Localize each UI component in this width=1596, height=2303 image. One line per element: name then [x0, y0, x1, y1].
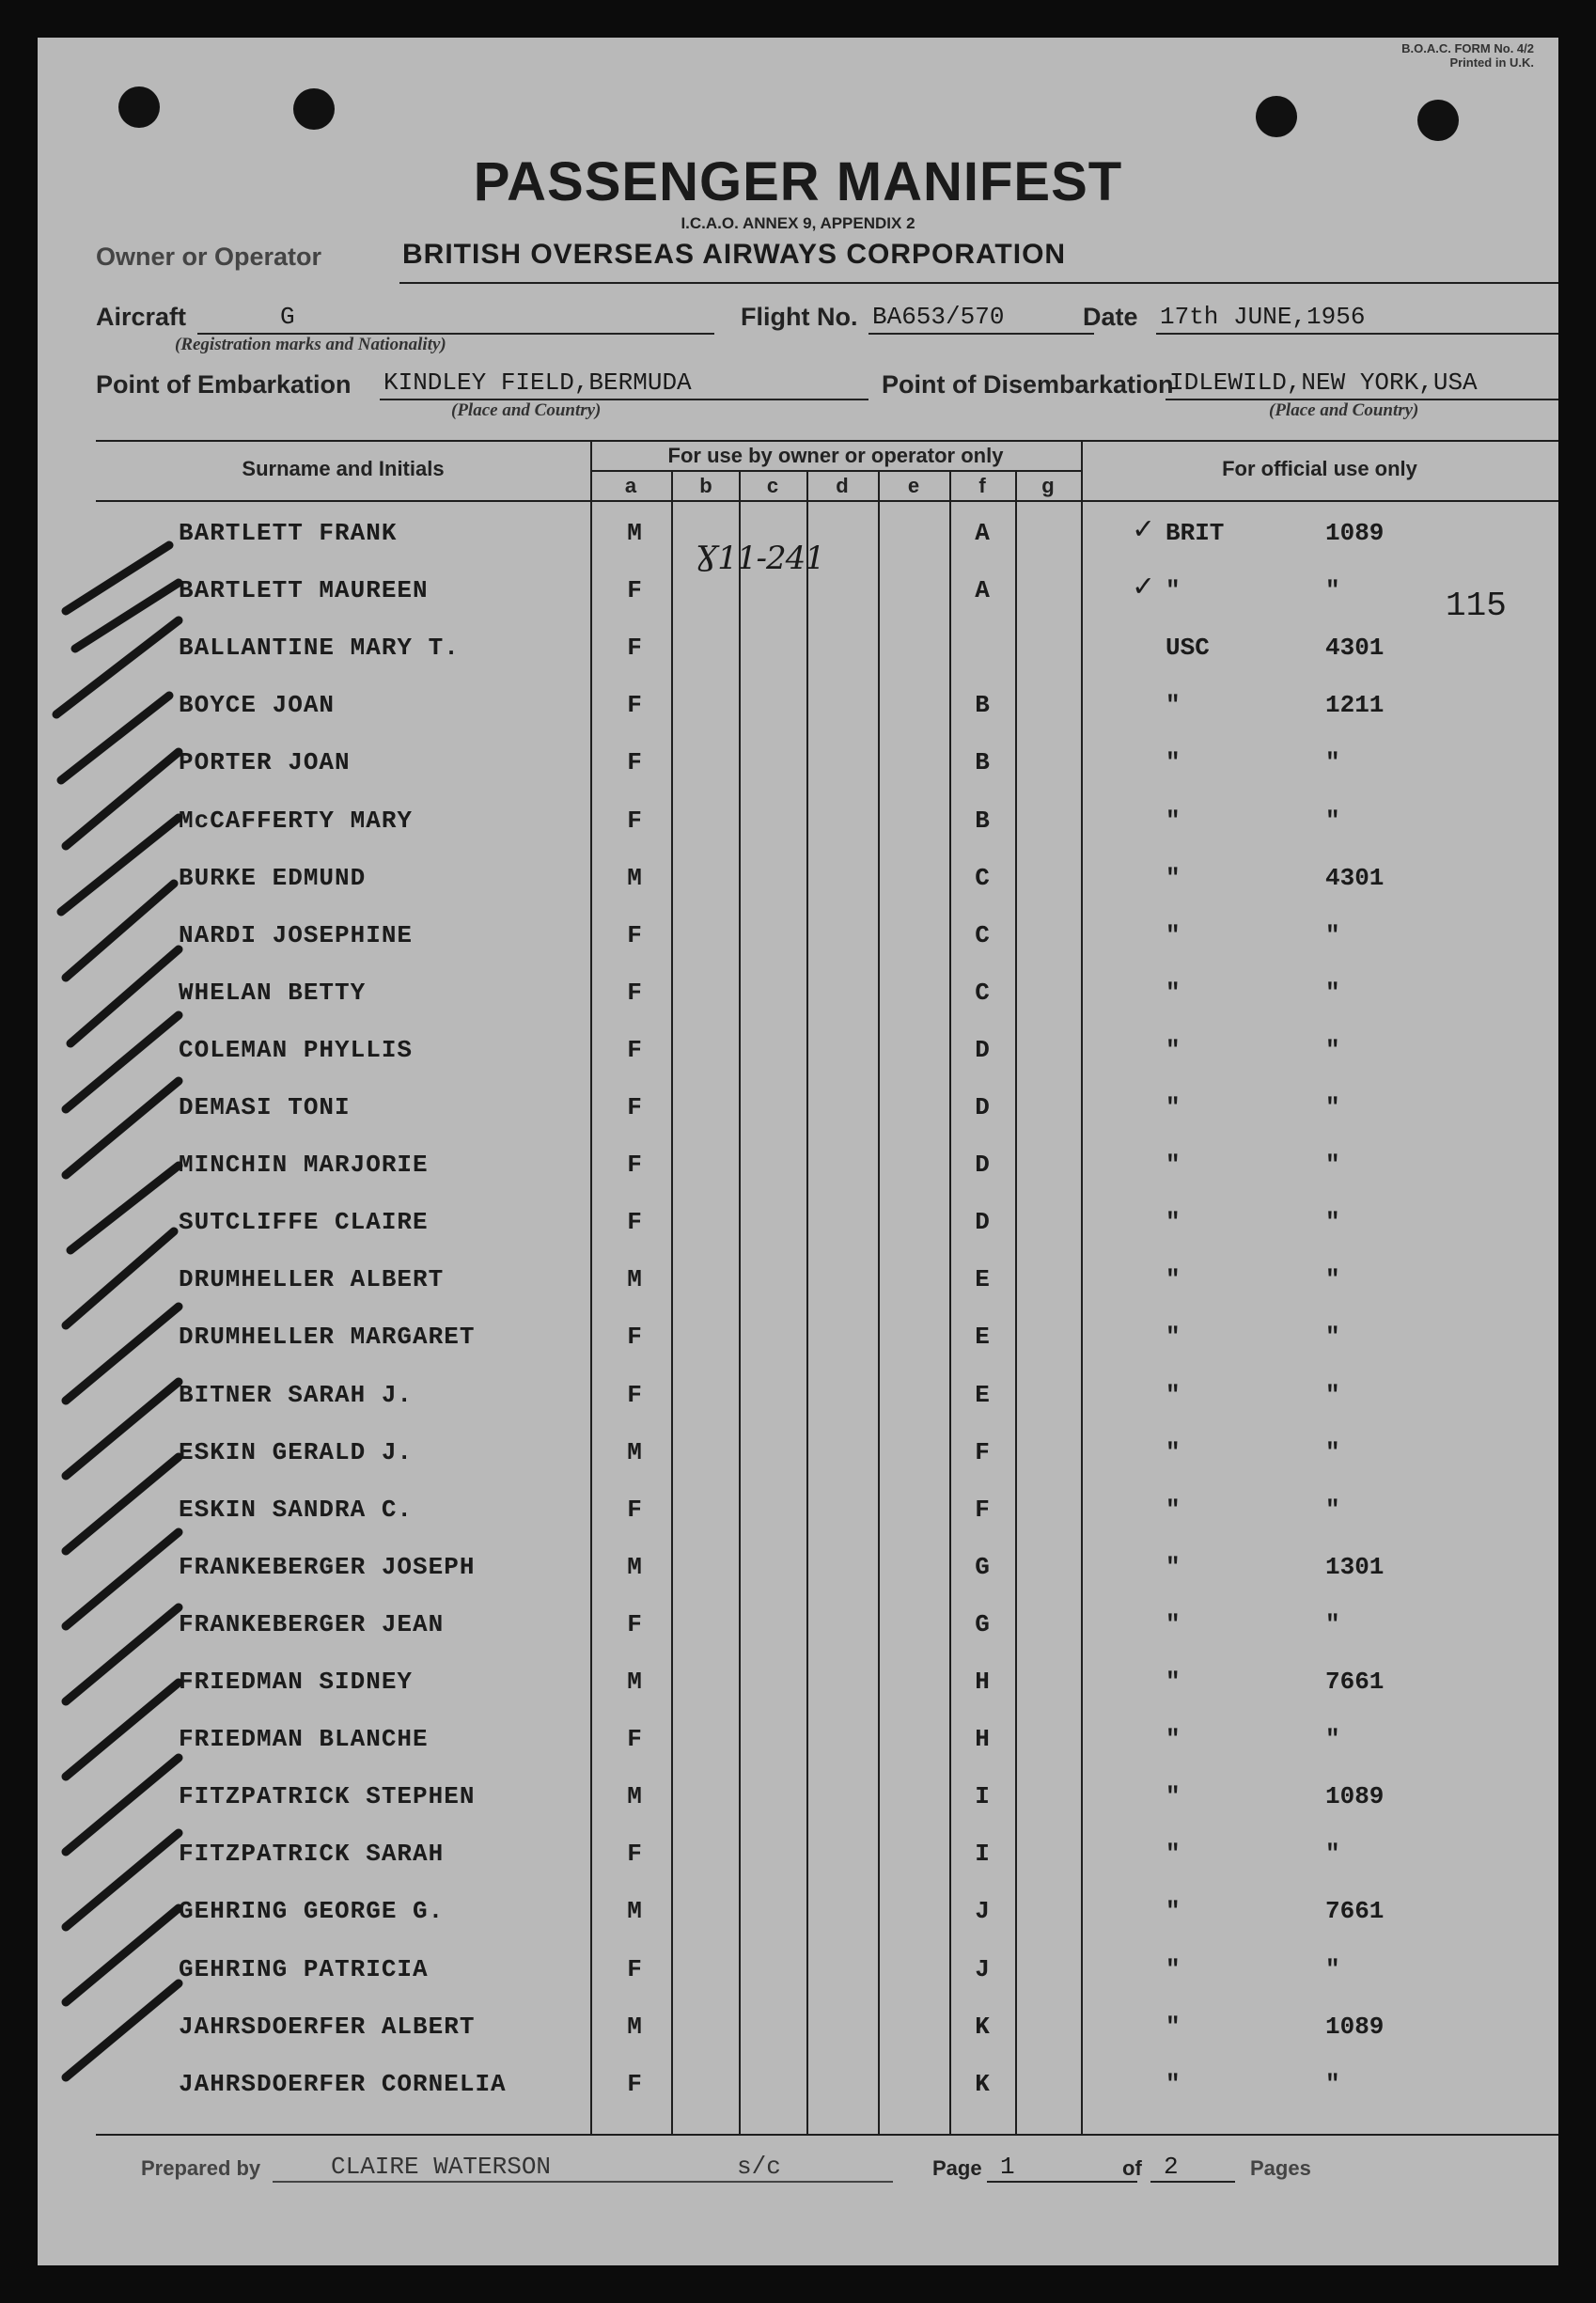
- prepared-by-suffix: s/c: [737, 2153, 781, 2181]
- official-header: For official use only: [1222, 457, 1417, 480]
- flight-underline: [868, 333, 1094, 335]
- official-nationality: ": [1166, 2069, 1181, 2098]
- passenger-sex: M: [627, 1782, 642, 1811]
- passenger-sex: F: [627, 1840, 642, 1869]
- passenger-sex: F: [627, 806, 642, 835]
- passenger-sex: M: [627, 1552, 642, 1581]
- passenger-code: J: [975, 1897, 990, 1926]
- passenger-code: B: [975, 691, 990, 720]
- page-subtitle: I.C.A.O. ANNEX 9, APPENDIX 2: [681, 214, 915, 232]
- passenger-sex: F: [627, 634, 642, 663]
- punch-hole: [1256, 96, 1297, 137]
- passenger-sex: F: [627, 1035, 642, 1064]
- passenger-code: F: [975, 1495, 990, 1524]
- passenger-name: GEHRING PATRICIA: [179, 1954, 429, 1983]
- form-number: B.O.A.C. FORM No. 4/2: [1401, 41, 1534, 55]
- punch-hole: [118, 86, 160, 128]
- passenger-name: BARTLETT FRANK: [179, 519, 398, 547]
- passenger-name: JAHRSDOERFER ALBERT: [179, 2012, 476, 2041]
- table-row: [38, 1425, 1558, 1482]
- embark-label: Point of Embarkation: [96, 370, 352, 399]
- name-column-header: Surname and Initials: [242, 457, 445, 480]
- passenger-code: I: [975, 1782, 990, 1811]
- margin-number: 115: [1446, 587, 1507, 625]
- passenger-code: B: [975, 806, 990, 835]
- official-nationality: USC: [1166, 634, 1210, 663]
- passenger-sex: F: [627, 748, 642, 777]
- passenger-name: FITZPATRICK STEPHEN: [179, 1782, 476, 1811]
- official-nationality: ": [1166, 1151, 1181, 1180]
- date-label: Date: [1083, 303, 1138, 331]
- date-value: 17th JUNE,1956: [1160, 303, 1366, 331]
- official-nationality: ": [1166, 1668, 1181, 1696]
- passenger-sex: F: [627, 1151, 642, 1180]
- official-nationality: ": [1166, 1897, 1181, 1926]
- pen-slash-marks: [38, 508, 188, 2162]
- embark-value: KINDLEY FIELD,BERMUDA: [383, 368, 692, 397]
- passenger-sex: M: [627, 1265, 642, 1294]
- passenger-code: A: [975, 576, 990, 605]
- official-code: ": [1325, 1093, 1340, 1121]
- col-header-b: b: [699, 474, 712, 497]
- official-nationality: ": [1166, 1495, 1181, 1524]
- passenger-sex: F: [627, 576, 642, 605]
- table-row: [38, 620, 1558, 678]
- pages-label: Pages: [1250, 2156, 1311, 2180]
- official-nationality: ": [1166, 1840, 1181, 1869]
- disembark-note: (Place and Country): [1269, 400, 1419, 420]
- official-code: ": [1325, 1954, 1340, 1983]
- punch-hole: [1417, 100, 1459, 141]
- passenger-name: DEMASI TONI: [179, 1093, 351, 1121]
- passenger-code: B: [975, 748, 990, 777]
- divider: [399, 282, 1558, 284]
- passenger-sex: F: [627, 2069, 642, 2098]
- aircraft-note: (Registration marks and Nationality): [175, 335, 446, 354]
- page-underline: [987, 2181, 1137, 2183]
- punch-hole: [293, 88, 335, 130]
- table-top-rule: [96, 440, 1558, 442]
- passenger-code: G: [975, 1552, 990, 1581]
- passenger-name: DRUMHELLER MARGARET: [179, 1323, 476, 1352]
- official-code: 4301: [1325, 634, 1385, 663]
- passenger-name: BARTLETT MAUREEN: [179, 576, 429, 605]
- table-row: [38, 1080, 1558, 1137]
- passenger-name: FRIEDMAN BLANCHE: [179, 1725, 429, 1754]
- page-title: PASSENGER MANIFEST: [473, 151, 1123, 212]
- table-row: [38, 735, 1558, 792]
- flight-label: Flight No.: [741, 303, 858, 331]
- col-header-f: f: [978, 474, 986, 497]
- official-nationality: ": [1166, 920, 1181, 949]
- passenger-sex: F: [627, 1609, 642, 1638]
- official-code: 4301: [1325, 863, 1385, 892]
- passenger-name: ESKIN SANDRA C.: [179, 1495, 414, 1524]
- operator-subheader-rule: [590, 470, 1081, 472]
- table-row: [38, 793, 1558, 851]
- official-code: ": [1325, 1151, 1340, 1180]
- official-nationality: ": [1166, 863, 1181, 892]
- passenger-sex: M: [627, 1897, 642, 1926]
- passenger-name: NARDI JOSEPHINE: [179, 920, 414, 949]
- passenger-sex: F: [627, 1093, 642, 1121]
- passenger-name: GEHRING GEORGE G.: [179, 1897, 445, 1926]
- check-mark: ✓: [1134, 513, 1153, 549]
- owner-label: Owner or Operator: [96, 243, 322, 271]
- passenger-code: F: [975, 1437, 990, 1466]
- official-nationality: ": [1166, 1323, 1181, 1352]
- table-header-rule: [96, 500, 1558, 502]
- official-code: ": [1325, 1437, 1340, 1466]
- passenger-name: SUTCLIFFE CLAIRE: [179, 1208, 429, 1237]
- table-row: [38, 1999, 1558, 2057]
- table-row: [38, 1252, 1558, 1309]
- passenger-code: A: [975, 519, 990, 547]
- passenger-code: H: [975, 1725, 990, 1754]
- passenger-code: C: [975, 920, 990, 949]
- official-nationality: BRIT: [1166, 519, 1225, 547]
- official-code: ": [1325, 576, 1340, 605]
- col-header-c: c: [766, 474, 779, 497]
- passenger-name: BOYCE JOAN: [179, 691, 336, 720]
- official-code: ": [1325, 2069, 1340, 2098]
- official-code: ": [1325, 748, 1340, 777]
- official-nationality: ": [1166, 1093, 1181, 1121]
- table-row: [38, 1884, 1558, 1941]
- official-code: ": [1325, 1725, 1340, 1754]
- passenger-name: JAHRSDOERFER CORNELIA: [179, 2069, 507, 2098]
- passenger-sex: F: [627, 1495, 642, 1524]
- passenger-sex: F: [627, 1323, 642, 1352]
- flight-value: BA653/570: [872, 303, 1005, 331]
- of-label: of: [1122, 2156, 1142, 2180]
- col-header-d: d: [836, 474, 849, 497]
- handwritten-b-column-note: Ɣ11-241: [696, 540, 824, 577]
- passenger-code: D: [975, 1035, 990, 1064]
- table-row: [38, 908, 1558, 965]
- of-value: 2: [1164, 2153, 1179, 2181]
- col-header-e: e: [907, 474, 920, 497]
- passenger-name: PORTER JOAN: [179, 748, 351, 777]
- page-value: 1: [1000, 2153, 1015, 2181]
- official-nationality: ": [1166, 691, 1181, 720]
- official-nationality: ": [1166, 1725, 1181, 1754]
- table-row: [38, 1368, 1558, 1425]
- table-bottom-rule: [96, 2134, 1558, 2136]
- prepared-underline: [273, 2181, 893, 2183]
- passenger-code: C: [975, 978, 990, 1007]
- official-code: ": [1325, 1208, 1340, 1237]
- passenger-name: MINCHIN MARJORIE: [179, 1151, 429, 1180]
- passenger-sex: F: [627, 691, 642, 720]
- table-row: [38, 851, 1558, 908]
- official-code: ": [1325, 1323, 1340, 1352]
- official-code: ": [1325, 1035, 1340, 1064]
- passenger-name: BALLANTINE MARY T.: [179, 634, 460, 663]
- table-row: [38, 1597, 1558, 1654]
- of-underline: [1150, 2181, 1235, 2183]
- operator-header: For use by owner or operator only: [667, 444, 1004, 467]
- table-row: [38, 1826, 1558, 1884]
- date-underline: [1156, 333, 1558, 335]
- official-nationality: ": [1166, 576, 1181, 605]
- passenger-sex: F: [627, 920, 642, 949]
- passenger-name: DRUMHELLER ALBERT: [179, 1265, 445, 1294]
- official-nationality: ": [1166, 978, 1181, 1007]
- passenger-sex: M: [627, 519, 642, 547]
- table-row: [38, 563, 1558, 620]
- official-code: 1301: [1325, 1552, 1385, 1581]
- official-code: ": [1325, 1265, 1340, 1294]
- table-row: [38, 1654, 1558, 1712]
- owner-value: BRITISH OVERSEAS AIRWAYS CORPORATION: [402, 239, 1067, 270]
- passenger-name: FRANKEBERGER JOSEPH: [179, 1552, 476, 1581]
- official-nationality: ": [1166, 1380, 1181, 1409]
- passenger-code: D: [975, 1093, 990, 1121]
- passenger-code: D: [975, 1151, 990, 1180]
- passenger-code: G: [975, 1609, 990, 1638]
- table-row: [38, 1769, 1558, 1826]
- passenger-name: COLEMAN PHYLLIS: [179, 1035, 414, 1064]
- official-nationality: ": [1166, 748, 1181, 777]
- official-code: ": [1325, 920, 1340, 949]
- passenger-code: E: [975, 1380, 990, 1409]
- official-nationality: ": [1166, 1035, 1181, 1064]
- table-row: [38, 1023, 1558, 1080]
- table-row: [38, 1309, 1558, 1367]
- form-print-code: [1401, 41, 1534, 70]
- embark-note: (Place and Country): [451, 400, 602, 420]
- passenger-sex: F: [627, 1954, 642, 1983]
- passenger-code: H: [975, 1668, 990, 1696]
- passenger-sex: M: [627, 1437, 642, 1466]
- table-row: [38, 965, 1558, 1023]
- table-row: [38, 1712, 1558, 1769]
- official-code: ": [1325, 1495, 1340, 1524]
- official-code: 1089: [1325, 1782, 1385, 1811]
- table-row: [38, 1195, 1558, 1252]
- passenger-name: ESKIN GERALD J.: [179, 1437, 414, 1466]
- official-nationality: ": [1166, 1265, 1181, 1294]
- passenger-name: FRIEDMAN SIDNEY: [179, 1668, 414, 1696]
- passenger-name: BITNER SARAH J.: [179, 1380, 414, 1409]
- aircraft-value: G: [280, 303, 295, 331]
- passenger-code: K: [975, 2012, 990, 2041]
- official-nationality: ": [1166, 806, 1181, 835]
- passenger-code: E: [975, 1265, 990, 1294]
- passenger-sex: M: [627, 2012, 642, 2041]
- manifest-sheet: [38, 38, 1558, 2265]
- passenger-code: E: [975, 1323, 990, 1352]
- official-code: ": [1325, 978, 1340, 1007]
- col-header-a: a: [624, 474, 637, 497]
- disembark-label: Point of Disembarkation: [882, 370, 1174, 399]
- official-code: 7661: [1325, 1668, 1385, 1696]
- prepared-by-value: CLAIRE WATERSON: [331, 2153, 552, 2181]
- table-row: [38, 1540, 1558, 1597]
- passenger-sex: F: [627, 1208, 642, 1237]
- official-nationality: ": [1166, 1552, 1181, 1581]
- passenger-name: McCAFFERTY MARY: [179, 806, 414, 835]
- passenger-code: K: [975, 2069, 990, 2098]
- official-nationality: ": [1166, 2012, 1181, 2041]
- passenger-code: D: [975, 1208, 990, 1237]
- official-nationality: ": [1166, 1782, 1181, 1811]
- official-nationality: ": [1166, 1954, 1181, 1983]
- official-code: ": [1325, 1380, 1340, 1409]
- official-code: ": [1325, 806, 1340, 835]
- passenger-code: J: [975, 1954, 990, 1983]
- official-nationality: ": [1166, 1609, 1181, 1638]
- passenger-sex: F: [627, 1380, 642, 1409]
- official-nationality: ": [1166, 1208, 1181, 1237]
- official-nationality: ": [1166, 1437, 1181, 1466]
- printed-in: Printed in U.K.: [1449, 55, 1534, 70]
- official-code: 1089: [1325, 2012, 1385, 2041]
- col-header-g: g: [1041, 474, 1055, 497]
- table-row: [38, 1482, 1558, 1540]
- passenger-sex: M: [627, 1668, 642, 1696]
- official-code: 1211: [1325, 691, 1385, 720]
- disembark-value: IDLEWILD,NEW YORK,USA: [1169, 368, 1478, 397]
- table-row: [38, 678, 1558, 735]
- passenger-name: BURKE EDMUND: [179, 863, 367, 892]
- passenger-name: FITZPATRICK SARAH: [179, 1840, 445, 1869]
- table-row: [38, 506, 1558, 563]
- passenger-name: FRANKEBERGER JEAN: [179, 1609, 445, 1638]
- passenger-sex: M: [627, 863, 642, 892]
- official-code: ": [1325, 1840, 1340, 1869]
- passenger-code: C: [975, 863, 990, 892]
- table-row: [38, 2057, 1558, 2114]
- table-row: [38, 1942, 1558, 1999]
- prepared-by-label: Prepared by: [141, 2156, 261, 2180]
- official-code: ": [1325, 1609, 1340, 1638]
- passenger-sex: F: [627, 1725, 642, 1754]
- aircraft-label: Aircraft: [96, 303, 187, 331]
- table-row: [38, 1137, 1558, 1195]
- passenger-sex: F: [627, 978, 642, 1007]
- page-label: Page: [932, 2156, 982, 2180]
- passenger-code: I: [975, 1840, 990, 1869]
- official-code: 1089: [1325, 519, 1385, 547]
- check-mark: ✓: [1134, 571, 1153, 607]
- official-code: 7661: [1325, 1897, 1385, 1926]
- passenger-name: WHELAN BETTY: [179, 978, 367, 1007]
